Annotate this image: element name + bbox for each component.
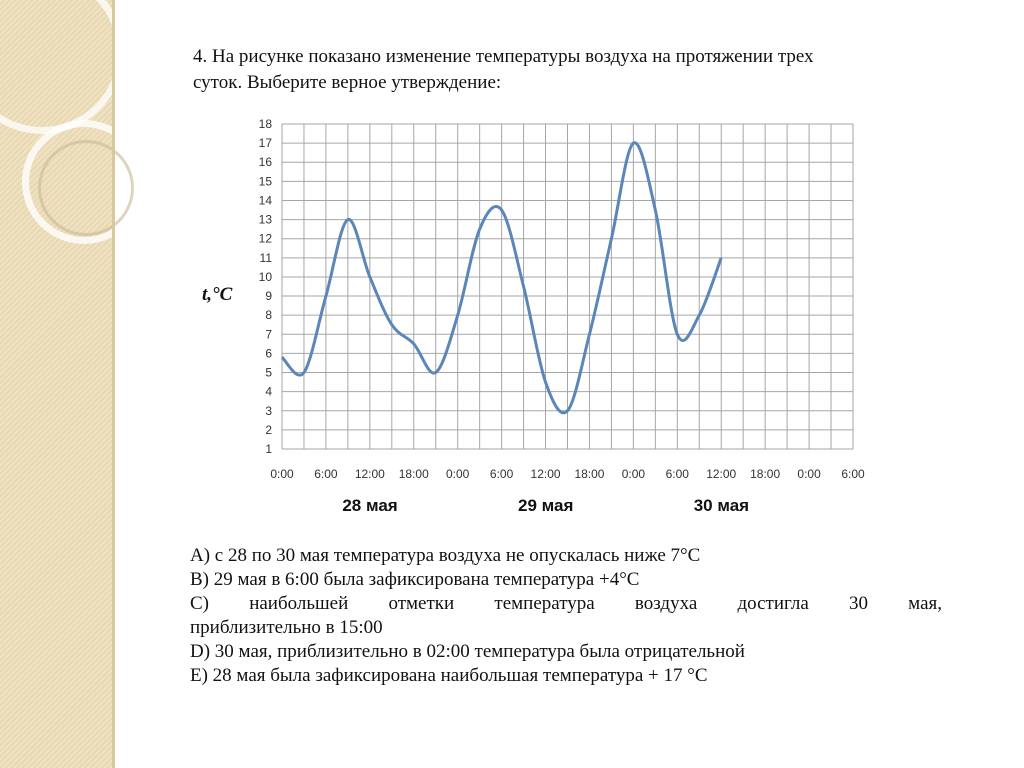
decorative-ring <box>38 140 134 236</box>
question-text <box>193 44 953 96</box>
y-axis-label: t,°C <box>202 284 233 305</box>
x-tick-label: 18:00 <box>398 467 429 481</box>
y-tick-label: 4 <box>265 384 272 399</box>
temperature-line-chart <box>190 108 890 498</box>
x-tick-label: 0:00 <box>621 467 646 481</box>
y-tick-label: 1 <box>265 442 272 456</box>
y-tick-label: 9 <box>265 289 272 304</box>
x-tick-label: 6:00 <box>314 467 338 481</box>
y-tick-label: 10 <box>258 269 272 284</box>
y-tick-label: 3 <box>265 403 272 418</box>
x-tick-label: 0:00 <box>270 467 294 481</box>
day-label-30: 30 мая <box>693 496 750 515</box>
y-tick-label: 18 <box>258 117 272 131</box>
x-tick-label: 12:00 <box>354 467 385 481</box>
y-tick-label: 15 <box>258 174 272 189</box>
x-tick-label: 0:00 <box>797 467 821 481</box>
answer-d: D) 30 мая, приблизительно в 02:00 температура была отрицательной <box>190 641 745 662</box>
answer-c-line-1: С) наибольшей отметки температура воздуха достигла 30 мая, <box>190 593 942 614</box>
y-tick-label: 7 <box>265 327 272 342</box>
decorative-side-panel <box>0 0 112 768</box>
day-label-28: 28 мая <box>342 496 398 515</box>
y-tick-label: 13 <box>258 212 272 227</box>
x-tick-label: 6:00 <box>841 467 865 481</box>
y-tick-label: 14 <box>258 193 272 208</box>
decorative-ring <box>0 0 124 134</box>
x-tick-label: 6:00 <box>665 467 689 481</box>
y-tick-label: 17 <box>258 136 272 151</box>
day-label-29: 29 мая <box>518 496 574 515</box>
y-tick-label: 8 <box>265 308 272 323</box>
y-tick-label: 2 <box>265 422 272 437</box>
y-tick-label: 5 <box>265 365 272 380</box>
question-line-1: 4. На рисунке показано изменение температуры воздуха на протяжении трех <box>193 46 814 67</box>
y-tick-label: 6 <box>265 346 272 361</box>
x-tick-label: 0:00 <box>446 467 470 481</box>
answer-a: А) с 28 по 30 мая температура воздуха не опускалась ниже 7°С <box>190 545 701 566</box>
x-tick-label: 6:00 <box>489 467 514 481</box>
answer-options <box>190 544 942 688</box>
x-tick-label: 12:00 <box>706 467 737 481</box>
answer-c-line-2: приблизительно в 15:00 <box>190 617 383 638</box>
y-tick-label: 12 <box>258 231 272 246</box>
answer-b: В) 29 мая в 6:00 была зафиксирована температура +4°С <box>190 569 640 590</box>
x-tick-label: 12:00 <box>530 467 561 481</box>
y-tick-label: 11 <box>259 250 272 265</box>
x-tick-label: 18:00 <box>750 467 781 481</box>
y-tick-label: 16 <box>258 155 272 170</box>
question-line-2: суток. Выберите верное утверждение: <box>193 72 502 93</box>
answer-e: Е) 28 мая была зафиксирована наибольшая температура + 17 °С <box>190 665 708 686</box>
x-tick-label: 18:00 <box>574 467 605 481</box>
side-panel-edge <box>112 0 115 768</box>
